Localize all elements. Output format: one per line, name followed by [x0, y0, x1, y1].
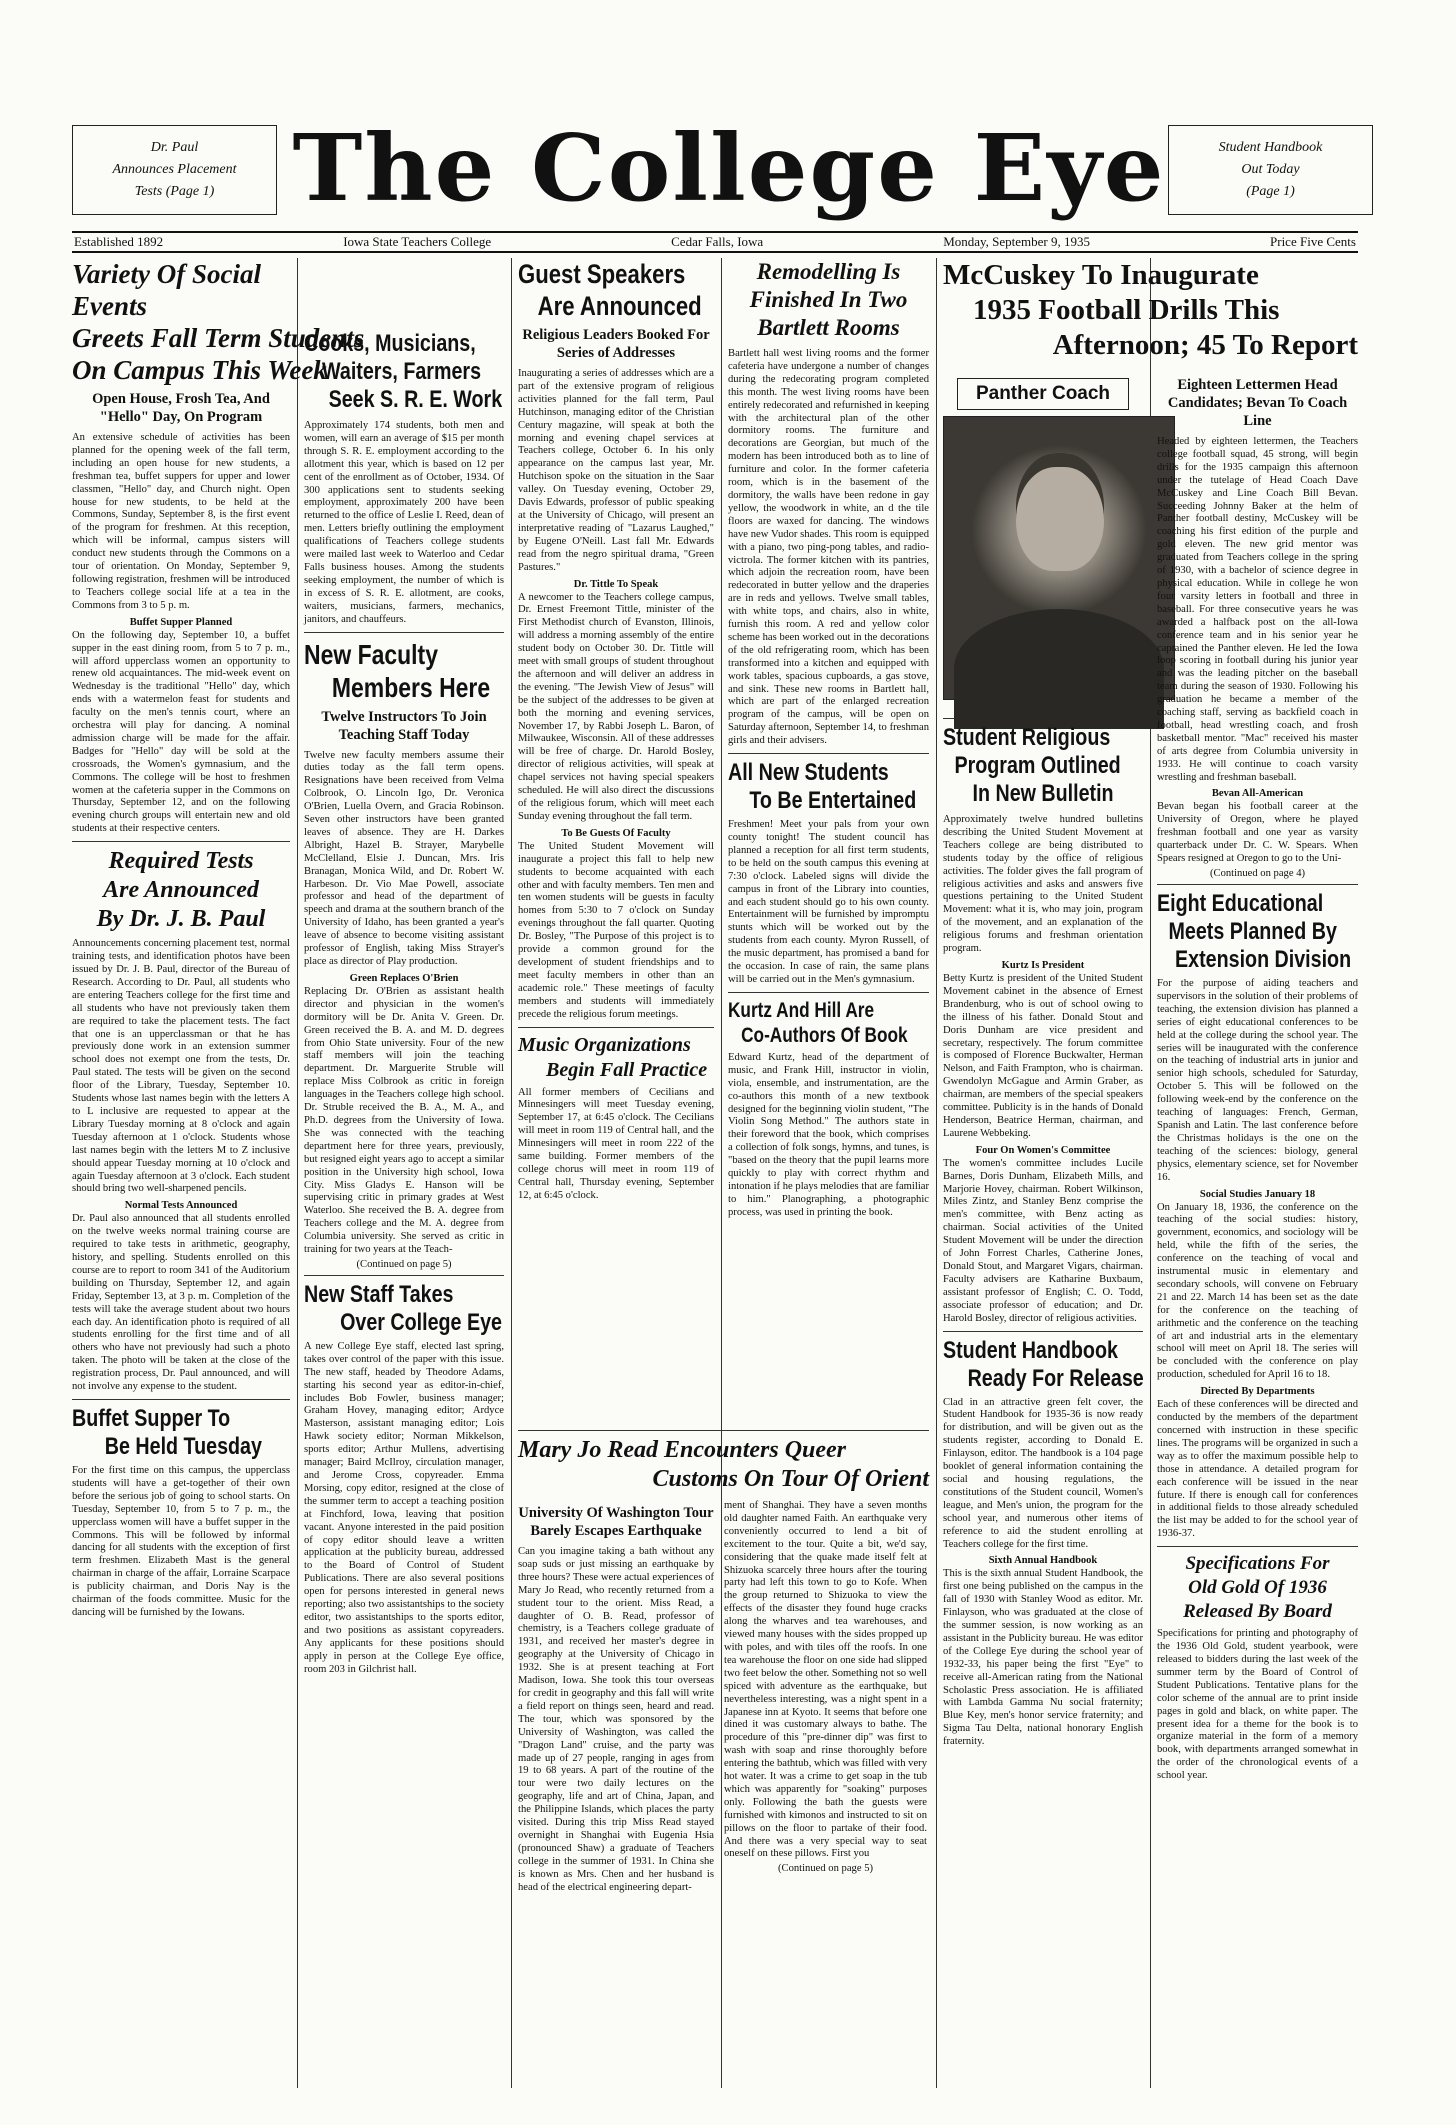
headline-kurtz-hill: [728, 998, 908, 1048]
article-body: Specifications for printing and photography of the 1936 Old Gold, student yearbook, were released to bidders during the last week of the summer term by the Board of Control of Student Publications. Tentative plans for the color scheme of the annual are to print inside pages in gold and black, on white paper. The present idea for a theme for the book is to organize material in the form of a memory book, with departments arranged somewhat in the order of the chronological events of a school year.: [1157, 1628, 1358, 1782]
article-body: Bevan began his football career at the University of Oregon, where he played freshman football and one year as varsity quarterback under Dr. C. W. Spears. When Spears resigned at Oregon to go to the Uni-: [1157, 801, 1358, 865]
headline-line: Specifications For: [1185, 1553, 1330, 1575]
ear-right-line-3: (Page 1): [1246, 184, 1295, 199]
column-6: [1157, 370, 1358, 2088]
ear-right-line-2: Out Today: [1241, 162, 1300, 177]
column-4: [728, 258, 929, 1418]
ear-left-line-1: Dr. Paul: [150, 140, 199, 155]
article-body: All former members of Cecilians and Minnesingers will meet Tuesday evening, September 17, at 6:45 o'clock. The Cecilians will meet in room 119 of Central hall, and the Minnesingers will meet in room 222 of the same building. Former members of the college chorus will meet in room 119 of Central hall, Thursday evening, September 12, at 6:45 o'clock.: [518, 1086, 714, 1201]
article-body: Each of these conferences will be directed and conducted by the members of the department concerned with instruction in these specific lines. The programs will be organized in such a way as to offer the maximum possible help to those in attendance. A detailed program for each conference will be issued in the near future. If there is enough call for conferences in additional fields to those already scheduled the list may be added to for the school year of 1936-37.: [1157, 1399, 1358, 1540]
subhead: Normal Tests Announced: [124, 1200, 238, 1212]
article-body: Replacing Dr. O'Brien as assistant health director and physician in the women's dormitory will be Dr. Anita V. Green. Dr. Green received the B. A. and M. D. degrees from Ohio State university. Four of the new staff members will join the teaching department. Dr. Marguerite Struble will replace Miss Colbrook as critic in foreign languages in the Teachers college high school. Dr. Struble received the B. A., M. A., and Ph.D. degrees from the University of Iowa. She was connected with the teaching department here for three years, previously, but resigned eight years ago to accept a similar position in the University high school, Iowa City. Miss Gladys E. Hanson will be supervising critic in primary grades at West Waterloo. She received the B. A. degree from Teachers college and the M. A. degree from Columbia university. She served as critic in training for two years at the Teach-: [304, 985, 504, 1256]
article-body: For the purpose of aiding teachers and supervisors in the solution of their problems of teaching, the extension division has planned a series of eight educational conferences to be held at the college during the school year. The series will be inaugurated with the conference on the teaching of industrial arts in junior and senior high schools, scheduled for Saturday, October 5. This will be followed on the following week-end by the conference on the teaching of languages: French, German, Spanish and Latin. The last conference before the Christmas holidays is the one on the teaching of the sciences: biology, general physics, elementary science, set for November 16.: [1157, 978, 1358, 1183]
deck: Twelve Instructors To Join Teaching Staff Today: [321, 708, 487, 743]
headline-line: Bartlett Rooms: [757, 315, 900, 340]
headline-line: Music Organizations: [518, 1033, 691, 1056]
headline-line: Members Here: [331, 671, 491, 703]
column-1: [72, 258, 365, 2088]
headline-line: Eight Educational: [1157, 890, 1324, 917]
ear-right-line-1: Student Handbook: [1218, 140, 1323, 155]
photo-head: [1016, 453, 1104, 571]
headline-line: In New Bulletin: [972, 780, 1114, 807]
article-body: This is the sixth annual Student Handbook, the first one being published on the campus in the fall of 1930 with Stanley Wood as editor. Mr. Finlayson, who was graduated at the close of the summer session, is now working as an assistant in the Publicity bureau. He was editor of the College Eye during the school year of 1932-33, his paper being the first "Eye" to receive all-American rating from the National Scholastic Press association. He is affiliated with Lambda Gamma Nu social fraternity; Blue Key, men's honor service fraternity; and Sigma Tau Delta, national honorary English fraternity.: [943, 1568, 1143, 1748]
issue-date: Monday, September 9, 1935: [943, 234, 1091, 249]
subhead: Directed By Departments: [1200, 1386, 1315, 1398]
divider: [1157, 1546, 1358, 1547]
subhead: Buffet Supper Planned: [129, 616, 233, 628]
headline-line: Customs On Tour Of Orient: [652, 1466, 929, 1492]
ear-right-box: [1168, 125, 1373, 215]
headline-line: Required Tests: [108, 848, 254, 875]
story-col-b: [724, 1500, 927, 1894]
headline-line: New Faculty: [304, 638, 438, 670]
established: Established 1892: [74, 234, 164, 249]
headline-line: Seek S. R. E. Work: [328, 386, 503, 413]
column-3: [518, 258, 714, 1418]
subhead: To Be Guests Of Faculty: [561, 827, 671, 839]
headline-line: New Staff Takes: [304, 1280, 454, 1308]
subhead: Bevan All-American: [1211, 788, 1304, 800]
headline-line: Meets Planned By: [1168, 918, 1337, 945]
article-body: On the following day, September 10, a buffet supper in the east dining room, from 5 to 7 p. m., will afford upperclass women an opportunity to renew old acquaintances. The mid-week event on Wednesday is the traditional "Hello" day, which ends with a watermelon feast for students and faculty on the men's tennis court, where an orchestra will play for dancing. A nominal admission charge will be made for the affair. Badges for "Hello" day will be sold at the crossroads, the Women's gymnasium, and the Commons. The college will be host to freshmen women at the cafeteria supper in the Commons on Thursday, September 12, and on the following evening church groups will entertain new and old students at their respective centers.: [72, 629, 290, 835]
masthead-title: The College Eye: [292, 114, 1166, 222]
divider: [943, 1331, 1143, 1332]
article-body: Approximately twelve hundred bulletins describing the United Student Movement at Teachers college are being distributed to students today by the office of religious activities. The folder gives the fall program of religious activities and asks and answers five questions pertaining to the United Student Movement: what it is, who may join, program of the movement, and an explanation of the religious forums and freshman orientation program.: [943, 814, 1143, 955]
deck: Open House, Frosh Tea, And "Hello" Day, On Program: [92, 391, 270, 425]
divider: [518, 1430, 929, 1431]
ear-left-line-2: Announces Placement: [112, 162, 237, 177]
headline-sre-work: [304, 330, 503, 414]
headline-line: By Dr. J. B. Paul: [96, 906, 266, 933]
headline-line: Old Gold Of 1936: [1188, 1577, 1327, 1599]
headline-line: McCuskey To Inaugurate: [943, 259, 1259, 291]
headline-line: Variety Of Social Events: [72, 259, 261, 321]
headline-new-staff: [304, 1280, 502, 1337]
headline-line: Be Held Tuesday: [104, 1433, 262, 1460]
continued-note: (Continued on page 5): [777, 1863, 874, 1875]
divider: [728, 992, 929, 993]
subhead: Social Studies January 18: [1199, 1188, 1316, 1200]
orient-tour-story: [518, 1430, 929, 2088]
headline-guest-speakers: [518, 258, 702, 322]
divider: [728, 753, 929, 754]
headline-line: Waiters, Farmers: [322, 358, 482, 385]
divider: [72, 841, 290, 842]
article-body: On January 18, 1936, the conference on the teaching of the social studies: history, government, economics, and sociology will be held, while the fifth of the series, the conference on the teaching of vocal and instrumental music in elementary and secondary schools, will convene on February 21 and 22. March 14 has been set as the date for the conference on the teaching of arithmetic and the conference on the teaching of art and industrial arts in the elementary school will meet on April 18. The series will be concluded with the conference on play production, scheduled for April 16 to 18.: [1157, 1201, 1358, 1381]
divider: [1157, 884, 1358, 885]
column-5: [943, 370, 1143, 2088]
dateline-bar: [72, 231, 1358, 253]
column-2: [304, 330, 504, 2088]
headline-line: Released By Board: [1183, 1601, 1332, 1623]
divider: [518, 1027, 714, 1028]
article-body: Clad in an attractive green felt cover, the Student Handbook for 1935-36 is now ready for distribution, and will be given out as the students register, according to Donald E. Finlayson, editor. The handbook is a 104 page booklet of general information containing the social and housing regulations, the constitutions of the Student council, Women's league, and Men's union, the program for the school year, and numerous other items of reference to aid the student enrolling at Teachers college for the first time.: [943, 1396, 1143, 1550]
article-body: Bartlett hall west living rooms and the former cafeteria have undergone a number of changes during the redecorating program completed this month. The west living rooms have been entirely redecorated and refurnished in keeping with the architectural plan of the other dormitory rooms. The furniture and decorations are Georgian, but much of the modern has been introduced both as to line of furniture and color. In the former cafeteria room, which is in the basement of the dormitory, the walls have been redone in gay yellow, the woodwork in white, an d the tile floors are waxed for dancing. The windows have new Vudor shades. This room is equipped with a piano, two ping-pong tables, and radio-victrola. The former kitchen with its pantries, which adjoin the recreation room, have been redecorated in butter yellow and the draperies are in reds and yellows. Twelve small tables, with white tops, and chairs, also in white, furnish this room. A red and yellow color scheme has been worked out in the decorations of the old refrigerating room, which has been transformed into a kitchen and equipped with work tables, spacious cupboards, a gas stove, and sink. These new rooms in Bartlett hall, which are part of the enlarged recreation program of the campus, will be open on Saturday afternoon, September 14, to freshman girls and their advisers.: [728, 348, 929, 747]
deck: University Of Washington Tour Barely Escapes Earthquake: [518, 1505, 714, 1539]
article-body: Dr. Paul also announced that all students enrolled on the twelve weeks normal training course are required to take tests in arithmetic, geography, history, and spelling. Students enrolled on this course are to report to room 341 of the Auditorium building on Thursday, September 12, and again Friday, September 13, at 3 p. m. Completion of the tests will take the average student about two hours each day. An identification photo is required of all students enrolling for the first time and of all others who have not previously had such a photo taken. The photo will be taken at the close of the registration process, Dr. Paul announced, and will not involve any expense to the student.: [72, 1213, 290, 1393]
story-col-a: [518, 1500, 714, 1894]
subhead: Kurtz Is President: [1001, 959, 1085, 971]
ear-left-box: [72, 125, 277, 215]
headline-line: Ready For Release: [967, 1364, 1144, 1392]
column-rule: [936, 258, 937, 2088]
column-rule: [511, 258, 512, 2088]
article-body: Freshmen! Meet your pals from your own county tonight! The student council has planned a reception for all first term students, to be held on the south campus this evening at 7:30 o'clock. Labeled signs will divide the campus in front of the Library into counties, and each student should go to his own county. Entertainment will be furnished by impromptu stunts which will be worked out by the students from each county. Myron Russell, of the music department, has promised a band for the occasion. In case of rain, the same plans will be carried out in the Men's gymnasium.: [728, 819, 929, 985]
story-columns: [518, 1500, 929, 1894]
article-body: Can you imagine taking a bath without any soap suds or just missing an earthquake by three hours? These were actual experiences of Mary Jo Read, who recently returned from a student tour to the orient. Miss Read, a daughter of O. B. Read, professor of chemistry, is a Teachers college graduate of 1931, and received her master's degree in geography at the University of Chicago in 1932. She is at present teaching at Fort Madison, Iowa. She took this tour overseas for credit in geography and this fall will write a field report on things seen, heard and read. The tour, which was sponsored by the University of Washington, was called the "Dragon Land" cruise, and the party was made up of 27 people, ranging in ages from 19 to 68 years. A part of the routine of the tour were two daily lectures on the geography, life and art of China, Japan, and the Philippine Islands, which places the party visited. During this trip Miss Read stayed overnight in Shanghai with Eugenia Hsia (pronounced Shaw) a graduate of Teachers college in the summer of 1931. In China she is known as Mrs. Chen and her husband is head of the electrical engineering depart-: [518, 1546, 714, 1893]
headline-required-tests: [72, 847, 290, 934]
article-body: For the first time on this campus, the upperclass students will have a get-together of their own before the serious job of going to school starts. On Tuesday, September 10, from 5 to 7 p. m., the upperclass women will have a buffet supper in the Commons. This will be followed by informal dancing for all students with the exception of first term freshmen. Elizabeth Mast is the general chairman in charge of the affair, Lorraine Scarpace is publicity chairman, and Doris Nay is the chairman of the foods committee. Music for the dancing will be furnished by the Iowans.: [72, 1465, 290, 1618]
coach-photo: [943, 416, 1175, 700]
headline-mary-jo-read: [518, 1436, 929, 1494]
article-body: The United Student Movement will inaugurate a project this fall to help new students to become acquainted with each other and with faculty members. Ten men and ten women students will be guests in faculty homes from 5:30 to 7 o'clock on Sunday evenings throughout the fall quarter. Quoting Dr. Bosley, "The Purpose of this project is to provide a common ground for the development of student friendships and to meet faculty members in other than an academic role." These meetings of faculty members and students will immediately precede the religious forum meetings.: [518, 840, 714, 1020]
panther-coach-label: Panther Coach: [957, 378, 1129, 410]
headline-line: Afternoon; 45 To Report: [1052, 329, 1358, 361]
headline-music-organizations: [518, 1033, 714, 1083]
column-rule: [297, 258, 298, 2088]
article-body: Edward Kurtz, head of the department of music, and Frank Hill, instructor in violin, viola, ensemble, and instrumentation, are the co-authors this month of a new textbook designed for the beginning violin student, "The Violin Song Method." The authors state in their foreword that the book, which comprises a collection of folk songs, hymns, and tunes, is "based on the theory that the pupil learns more quickly to play with correct rhythm and intonation if he plays melodies that are familiar to him." Planographing, a photographic process, was used in printing the book.: [728, 1051, 929, 1218]
headline-line: Buffet Supper To: [72, 1405, 231, 1432]
article-body: An extensive schedule of activities has been planned for the opening week of the fall term, including an open house for new students, a freshman tea, buffet suppers for upper and lower classmen, "Hello" day, and Church night. Open house for new students, to be held at the Commons, Sunday, September 8, is the first event of the program for freshmen. At this reception, which will be informal, campus sisters will conduct new students through the Commons on a tour of orientation. On Monday, September 9, following registration, freshmen will be introduced to Teachers college social life at a tea in the Commons from 3 to 5 p. m.: [72, 432, 290, 611]
headline-line: Finished In Two: [749, 287, 908, 312]
headline-line: Co-Authors Of Book: [741, 1023, 908, 1047]
article-body: Headed by eighteen lettermen, the Teachers college football squad, 45 strong, will begin drills for the 1935 campaign this afternoon under the tutelage of Head Coach Dave McCuskey and Line Coach Bill Bevan. Succeeding Johnny Baker at the helm of Panther football destiny, McCuskey will be coaching his first edition of the purple and gold eleven. The new grid mentor was graduated from Teachers college in the spring of 1930, with a bachelor of science degree in physical education. While in college he won four varsity letters in football and three in baseball. For three consecutive years he was awarded a halfback post on the all-Iowa conference team and in his senior year he captained the Panther eleven. He led the Iowa loop scoring in football during his junior year and was the leading pitcher on the baseball team during the season of 1930. Following his graduation he became a member of the coaching staff, serving as backfield coach in football, head wrestling coach, and frosh basketball mentor. "Mac" received his master of arts degree from Columbia university in 1933. He will continue to coach varsity wrestling and freshman baseball.: [1157, 436, 1358, 783]
headline-social-events: [72, 258, 365, 386]
headline-line: Guest Speakers: [518, 259, 686, 289]
deck: Religious Leaders Booked For Series of Addresses: [522, 327, 710, 361]
article-body: Twelve new faculty members assume their duties today as the fall term opens. Resignations have been received from Velma Colbrook, O. Lincoln Igo, Dr. Veronica O'Brien, Luella Overn, and Gracia Robinson. Seven other instructors have been granted leaves of absence. They are H. Darkes Albright, Hazel B. Strayer, Marybelle McClelland, Elsie J. Duncan, Mrs. Iris Branagan, Monica Wild, and Dr. Robert W. Harbeson. Dr. Vio Mae Powell, associate professor and head of the department of speech and drama at the southern branch of the University of Idaho, has been granted a year's leave of absence to become visiting assistant professor of English, taking Miss Strayer's place as director of Play production.: [304, 749, 504, 967]
headline-old-gold: [1157, 1552, 1358, 1624]
headline-line: Greets Fall Term Students: [72, 323, 365, 353]
price: Price Five Cents: [1270, 234, 1356, 249]
photo-shoulders: [954, 609, 1164, 729]
article-body: Betty Kurtz is president of the United Student Movement cabinet in the absence of Ernest Brandenburg, who is out of school owing to the illness of his father. Donald Stout and Doris Dunham are vice president and secretary, respectively. The forum committee is composed of Florence Buckwalter, Herman Nelson, and Faith Frampton, who is chairman. Gwendolyn McGague and Armin Graber, as chairman, are members of the special speakers committee. Publicity is in the hands of Donald Henderson, Beatrice Herman, chairman, and Laurene Webbeking.: [943, 972, 1143, 1139]
headline-line: Kurtz And Hill Are: [728, 998, 875, 1022]
football-headline-block: [943, 258, 1358, 368]
subhead: Dr. Tittle To Speak: [573, 578, 659, 590]
headline-line: Cooks, Musicians,: [304, 330, 476, 357]
headline-religious-program: [943, 724, 1121, 808]
headline-line: Remodelling Is: [756, 259, 901, 284]
headline-line: Begin Fall Practice: [546, 1058, 708, 1081]
article-body: Inaugurating a series of addresses which are a part of the extensive program of religious activities planned for the fall term, Paul Hutchinson, managing editor of the Christian Century magazine, will speak at both the morning and evening chapel services at Teachers college, October 6. In his only appearance on the campus last year, Mr. Hutchison spoke on the situation in the Saar valley. On Tuesday evening, October 29, Davis Edwards, professor of public speaking at the University of Chicago, will present an interpretative reading of "Lazarus Laughed," by Eugene O'Neill. Last fall Mr. Edwards read from the negro spiritual drama, "Green Pastures.": [518, 368, 714, 573]
headline-educational-meets: [1157, 890, 1352, 974]
headline-mccuskey: [943, 258, 1358, 363]
headline-line: Extension Division: [1175, 946, 1352, 973]
article-body: Announcements concerning placement test, normal training tests, and identification photos have been issued by Dr. J. B. Paul, director of the Bureau of Research. According to Dr. Paul, all students who are entering Teachers college for the first time and all students who have not previously taken them are required to take the placement tests. The fact that one is an upperclassman or that he has previously done work in an extension summer school does not exempt one from the tests, Dr. Paul stated. The tests will be given on the second floor of the Library, Tuesday, September 10. Students whose last names begin with the letters A to L inclusive are requested to appear at the Library Tuesday morning at 8 o'clock and again Tuesday afternoon at 1 o'clock. Students whose last names begin with the letters M to Z inclusive should appear Tuesday morning at 10 o'clock and again Tuesday afternoon at 3 o'clock. Each student should bring two well-sharpened pencils.: [72, 938, 290, 1195]
headline-line: Are Announced: [537, 291, 702, 321]
headline-line: To Be Entertained: [749, 787, 917, 815]
article-body: A new College Eye staff, elected last spring, takes over control of the paper with this issue. The new staff, headed by Theodore Adams, starting his second year as editor-in-chief, includes Bob Fowler, business manager; Graham Hovey, managing editor; Ardyce Masterson, assistant managing editor; Lois Hawk society editor; Norman Mikkelson, sports editor; Arthur Mullens, advertising manager; Baird McIlroy, circulation manager, and Jerome Cross, copyreader. Emma Morsing, copy editor, resigned at the close of the summer term to accept a teaching position at Finchford, Iowa, leaving that position vacant. Anyone interested in the paid position of copy editor should leave a written application at the publicity bureau, addressed to the Board of Control of Student Publications. There are also several positions open for persons interested in general news reporting; also two assistantships to the society editor, two assistantships to the sports editor, and two positions as assistant copyreaders. Any applicants for these positions should apply in person at the College Eye office, room 203 in Gilchrist hall.: [304, 1340, 504, 1675]
continued-note: (Continued on page 5): [356, 1258, 452, 1270]
headline-line: Student Religious: [943, 724, 1111, 751]
deck: Eighteen Lettermen Head Candidates; Bevan To Coach Line: [1167, 377, 1348, 429]
subhead: Sixth Annual Handbook: [988, 1555, 1098, 1567]
city: Cedar Falls, Iowa: [671, 234, 764, 249]
divider: [304, 1275, 504, 1276]
headline-handbook: [943, 1336, 1144, 1393]
subhead: Four On Women's Committee: [975, 1144, 1111, 1156]
divider: [304, 632, 504, 633]
headline-line: Student Handbook: [943, 1336, 1118, 1364]
continued-note: (Continued on page 4): [1209, 868, 1306, 879]
headline-line: Are Announced: [103, 877, 259, 904]
headline-remodelling: [728, 258, 929, 342]
headline-line: On Campus This Week: [72, 355, 327, 385]
ear-left-line-3: Tests (Page 1): [134, 184, 215, 199]
article-body: A newcomer to the Teachers college campus, Dr. Ernest Freemont Tittle, minister of the First Methodist church of Evanston, Illinois, will address a morning assembly of the entire student body on October 30. Dr. Tittle will meet with small groups of student throughout the afternoon and will deliver an address in the evening. "The Jewish View of Jesus" will be the subject of the addresses to be given at both the morning and evening services, November 17, by Rabbi Joseph L. Baron, of Milwaukee, Wisconsin. All of these addresses will be free of charge. Dr. Harold Bosley, director of religious activities, will speak at chapel services not having special speakers scheduled. He will also direct the discussions of the religious forum, which will meet each Sunday evening throughout the fall term.: [518, 591, 714, 822]
article-body: The women's committee includes Lucile Barnes, Doris Dunham, Elizabeth Mills, and Marjorie Hovey, chairman. Robert Wilkinson, Miles Zintz, and Stanley Benz comprise the men's committee, with Benz acting as chairman. Social activities of the United Student Movement will be under the direction of John Forrest Charles, Catherine Jones, Donald Stout, and Margaret Vigars, chairman. Faculty advisers are Katharine Buxbaum, assistant professor of English; C. O. Todd, associate professor of education; and Dr. Harold Bosley, director of religious activities.: [943, 1157, 1143, 1324]
headline-buffet-supper: [72, 1405, 262, 1461]
subhead: Green Replaces O'Brien: [349, 972, 459, 984]
divider: [72, 1399, 290, 1400]
headline-line: 1935 Football Drills This: [973, 294, 1280, 326]
college-name: Iowa State Teachers College: [343, 234, 492, 249]
article-body: Approximately 174 students, both men and women, will earn an average of $15 per month through S. R. E. employment according to the allotment this year, which is based on 12 per cent of the enrollment as of October, 1934. Of 300 applications sent to students seeking employment, approximately 200 have been returned to the office of Leslie I. Reed, dean of men. Letters briefly outlining the employment qualifications of Teachers college students were mailed last week to Waterloo and Cedar Falls business houses. Among the students seeking employment, the number of which is in excess of S. R. E. allotment, are cooks, waiters, musicians, farmers, mechanics, janitors, and chauffeurs.: [304, 420, 504, 625]
headline-line: Over College Eye: [340, 1308, 502, 1336]
headline-line: All New Students: [728, 759, 889, 787]
article-body: ment of Shanghai. They have a seven months old daughter named Faith. An earthquake very conveniently occurred to lend a bit of excitement to the tour. Quite a bit, we'd say, considering that the quake made itself felt at Shizuoka scarcely three hours after the touring party had left this town to go to Kofe. When the group returned to Shizuoka to view the effects of the disaster they found huge cracks along the wharves and tea warehouses, and viewed many houses with the sides propped up with poles, and with tiles off the roofs. In one tea warehouse the floor on one side had slipped two feet below the other. Something not so well spiced with adventure as the earthquake, but nevertheless interesting, was a night spent in a Japanese inn at Kyoto. It seems that before one dined it was customary always to bathe. The procedure of this "pre-dinner dip" was first to wash with soap and rinse thoroughly before entering the bathtub, which was filled with very hot water. It was a crime to get soap in the tub which was apparently for "soaking" purposes only. Following the bath the guests were furnished with kimonos and instructed to sit on pillows on the floor to partake of their food. And there was a very special way to seat oneself on these pillows. First you: [724, 1500, 927, 1860]
headline-new-students: [728, 759, 917, 815]
headline-new-faculty: [304, 638, 491, 704]
headline-line: Program Outlined: [954, 752, 1121, 779]
headline-line: Mary Jo Read Encounters Queer: [518, 1437, 847, 1463]
